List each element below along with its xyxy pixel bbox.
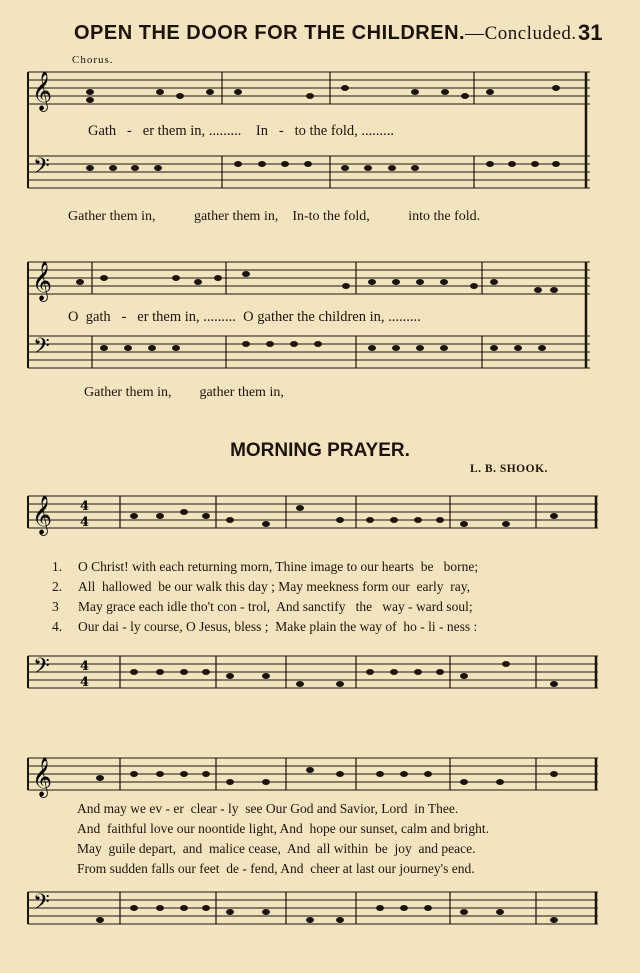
chorus-lyrics-3: O gath - er them in, ......... O gather the children in, ......... (68, 309, 421, 325)
refrain-line-2: And faithful love our noontide light, And hope our sunset, calm and bright. (77, 821, 490, 836)
page-number: 31 (578, 20, 603, 45)
bass-staff-1 (28, 156, 590, 188)
verse-1: 1. O Christ! with each returning morn, Thine image to our hearts be borne; (52, 559, 479, 574)
notes-bass-1 (86, 161, 560, 171)
treble-clef-icon: 𝄞 (32, 495, 53, 535)
treble-clef-icon: 𝄞 (32, 757, 53, 797)
notes-bass-3 (130, 661, 558, 687)
treble-clef-icon: 𝄞 (32, 261, 53, 301)
refrain-line-1: And may we ev - er clear - ly see Our God and Savior, Lord in Thee. (77, 801, 459, 816)
notes-bass-2 (100, 341, 546, 351)
verse-4: 4. Our dai - ly course, O Jesus, bless ; Make plain the way of ho - li - ness : (52, 619, 478, 634)
prayer-system-1-bass (0, 648, 640, 698)
bass-clef-icon: 𝄢 (33, 154, 50, 184)
treble-staff-1 (28, 72, 590, 104)
svg-text:4: 4 (80, 659, 90, 674)
refrain-line-3: May guile depart, and malice cease, And all within be joy and peace. (77, 841, 476, 856)
chorus-label: Chorus. (72, 54, 114, 66)
bass-clef-icon: 𝄢 (33, 890, 50, 920)
verse-3: 3 May grace each idle tho't con - trol, And sanctify the way - ward soul; (52, 599, 473, 614)
verse-2: 2. All hallowed be our walk this day ; May meekness form our early ray, (52, 579, 471, 594)
bass-clef-icon: 𝄢 (33, 334, 50, 364)
prayer-system-2-bass (0, 884, 640, 934)
prayer-system-2-treble (0, 750, 640, 800)
chorus-lyrics-4: Gather them in, gather them in, (84, 385, 284, 400)
svg-text:4: 4 (80, 675, 90, 690)
prayer-system-1-treble (0, 488, 640, 548)
treble-staff-2 (28, 262, 590, 294)
refrain-line-4: From sudden falls our feet de - fend, And cheer at last our journey's end. (77, 861, 475, 876)
song-title: MORNING PRAYER. (230, 440, 410, 461)
time-signature-top: 4 (80, 499, 90, 514)
notes-treble-3 (130, 505, 558, 527)
page-header (0, 18, 640, 52)
bass-clef-icon: 𝄢 (33, 654, 50, 684)
composer: L. B. SHOOK. (470, 463, 548, 475)
time-signature-bottom: 4 (80, 515, 90, 530)
chorus-lyrics-1: Gath - er them in, ......... In - to the fold, ......... (88, 123, 395, 139)
page-title: OPEN THE DOOR FOR THE CHILDREN.—Concluded. (74, 22, 577, 44)
notes-treble-2 (76, 271, 558, 293)
bass-staff-2 (28, 336, 590, 368)
treble-clef-icon: 𝄞 (32, 71, 53, 111)
chorus-lyrics-2: Gather them in, gather them in, In-to the fold, into the fold. (68, 209, 481, 224)
